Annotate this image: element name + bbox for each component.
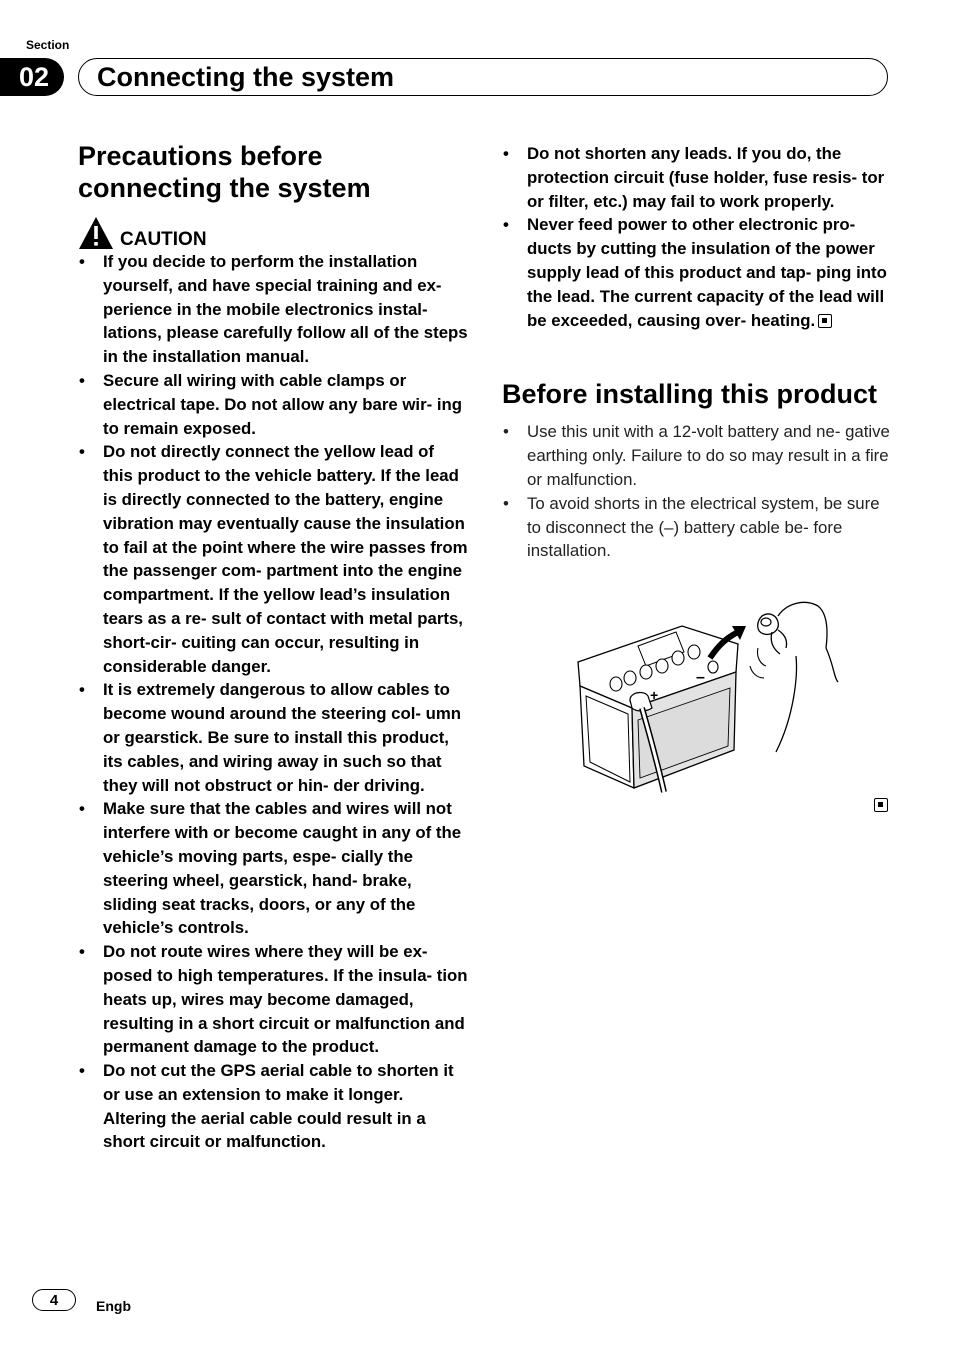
install-item: • Use this unit with a 12-volt battery and ne- gative earthing only. Failure to do so may result in a fire or malfunction.	[502, 420, 894, 491]
precautions-heading-line2: connecting the system	[78, 173, 371, 203]
precaution-item: • Do not shorten any leads. If you do, the protection circuit (fuse holder, fuse resis- tor or filter, etc.) may fail to work properly.	[502, 142, 894, 213]
install-item: • To avoid shorts in the electrical system, be sure to disconnect the (–) battery cable be- fore installation.	[502, 492, 894, 563]
caution-label: CAUTION	[120, 229, 207, 250]
precaution-item: • Do not route wires where they will be ex- posed to high temperatures. If the insula- tion heats up, wires may become damaged, resulting in a short circuit or malfunction and permanent damage to the product.	[78, 940, 468, 1059]
language-code: Engb	[96, 1298, 131, 1314]
end-of-section-icon	[818, 314, 832, 328]
section-title-box	[78, 58, 888, 96]
precaution-item: • Do not directly connect the yellow lead of this product to the vehicle battery. If the lead is directly connected to the battery, engine vibration may eventually cause the insulation to fail at the point where the wire passes from the passenger com- partment into the engine compartment. If the yellow lead’s insulation tears as a re- sult of contact with metal parts, short-cir- cuiting can occur, resulting in considerable danger.	[78, 440, 468, 678]
warning-triangle-icon	[78, 216, 114, 250]
battery-plus-label: +	[650, 687, 659, 703]
section-title: Connecting the system	[97, 61, 395, 92]
precautions-heading-line1: Precautions before	[78, 141, 323, 171]
precaution-item: • Make sure that the cables and wires will not interfere with or become caught in any of the vehicle’s moving parts, espe- cially the steering wheel, gearstick, hand- brake, sliding seat tracks, doors, or any of the vehicle’s controls.	[78, 797, 468, 940]
section-number-tab: 02	[0, 58, 64, 96]
precaution-item: • Secure all wiring with cable clamps or electrical tape. Do not allow any bare wir- ing to remain exposed.	[78, 369, 468, 440]
right-column	[502, 142, 894, 563]
precaution-item: • It is extremely dangerous to allow cables to become wound around the steering col- umn or gearstick. Be sure to install this product, its cables, and wiring away in such so that they will not obstruct or hin- der driving.	[78, 678, 468, 797]
page-number: 4	[32, 1289, 76, 1311]
precautions-heading	[78, 140, 468, 204]
precaution-item-last	[502, 213, 894, 332]
precaution-item: • Do not cut the GPS aerial cable to shorten it or use an extension to make it longer. Altering the aerial cable could result in a short circuit or malfunction.	[78, 1059, 468, 1154]
before-installing-list	[502, 420, 894, 563]
caution-row	[78, 212, 468, 250]
precautions-list	[78, 250, 468, 1154]
precautions-list-continued	[502, 142, 894, 332]
precaution-item-text: Never feed power to other electronic pro- ducts by cutting the insulation of the power supply lead of this product and tap- ping into the lead. The current capacity of the lead will be exceeded, causing over- heating.	[527, 215, 887, 330]
precaution-item: • If you decide to perform the installation yourself, and have special training and ex- perience in the mobile electronics instal- lations, please carefully follow all of the steps in the installation manual.	[78, 250, 468, 369]
before-installing-heading: Before installing this product	[502, 379, 878, 410]
end-of-section-icon	[874, 798, 888, 812]
section-label: Section	[26, 38, 70, 52]
left-column	[78, 140, 468, 1154]
battery-minus-label: –	[696, 669, 705, 686]
battery-disconnect-illustration	[572, 596, 842, 796]
